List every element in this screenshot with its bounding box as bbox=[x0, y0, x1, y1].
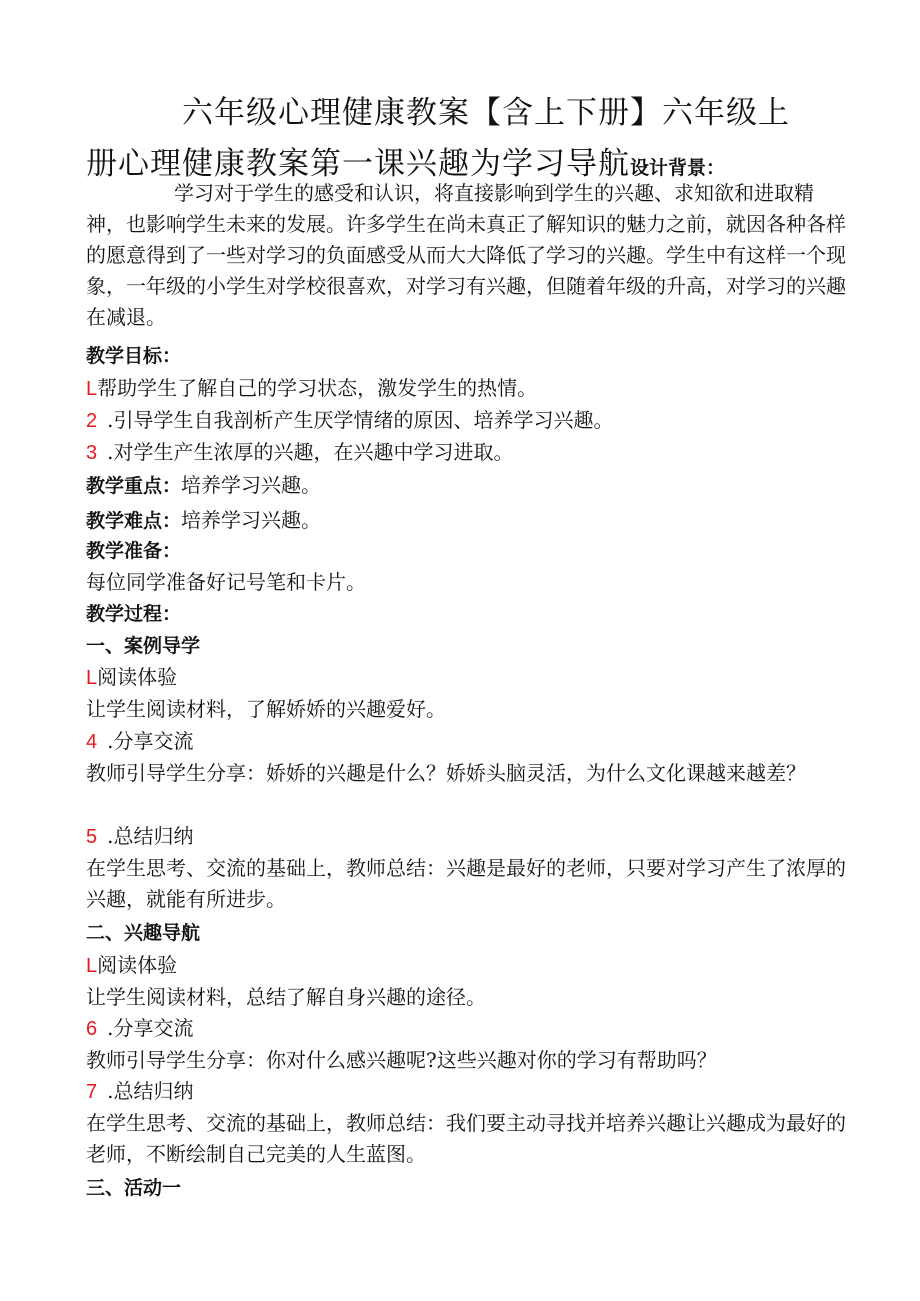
section-2-heading: 二、兴趣导航 bbox=[86, 922, 201, 944]
section-3-heading: 三、活动一 bbox=[86, 1177, 182, 1199]
step-title: .分享交流 bbox=[107, 1016, 194, 1040]
step-title: .总结归纳 bbox=[107, 1079, 194, 1103]
list-marker: 4 bbox=[86, 731, 98, 753]
goal-text: 帮助学生了解自己的学习状态，激发学生的热情。 bbox=[97, 376, 538, 400]
difficulty-text: 培养学习兴趣。 bbox=[181, 508, 322, 532]
section-1-step-1 bbox=[86, 662, 846, 694]
list-marker: L bbox=[86, 667, 98, 689]
section-1-step-3-text: 在学生思考、交流的基础上，教师总结：兴趣是最好的老师，只要对学习产生了浓厚的兴趣，就能有所进步。 bbox=[86, 856, 846, 911]
process-heading: 教学过程： bbox=[86, 603, 182, 625]
list-marker: 7 bbox=[86, 1081, 98, 1103]
section-1-heading: 一、案例导学 bbox=[86, 635, 201, 657]
difficulty-label: 教学难点： bbox=[86, 510, 182, 532]
list-marker: 5 bbox=[86, 826, 98, 848]
list-marker: L bbox=[86, 955, 98, 977]
section-2-step-3 bbox=[86, 1076, 846, 1108]
section-1-step-2 bbox=[86, 726, 846, 758]
step-title: .总结归纳 bbox=[107, 824, 194, 848]
list-marker: L bbox=[86, 378, 98, 400]
goals-heading: 教学目标： bbox=[86, 345, 182, 367]
preparation-text: 每位同学准备好记号笔和卡片。 bbox=[86, 570, 366, 594]
key-point-label: 教学重点： bbox=[86, 475, 182, 497]
background-paragraph: 学习对于学生的感受和认识，将直接影响到学生的兴趣、求知欲和进取精神，也影响学生未来的发展。许多学生在尚未真正了解知识的魅力之前，就因各种各样的愿意得到了一些对学习的负面感受从而大大降低了学习的兴趣。学生中有这样一个现象，一年级的小学生对学校很喜欢，对学习有兴趣，但随着年级的升高，对学习的兴趣在减退。 bbox=[86, 181, 846, 329]
section-2-step-3-text: 在学生思考、交流的基础上，教师总结：我们要主动寻找并培养兴趣让兴趣成为最好的老师，不断绘制自己完美的人生蓝图。 bbox=[86, 1111, 846, 1166]
difficulty bbox=[86, 505, 846, 537]
section-1-step-2-text: 教师引导学生分享：娇娇的兴趣是什么？娇娇头脑灵活，为什么文化课越来越差？ bbox=[86, 761, 806, 785]
goal-text: .对学生产生浓厚的兴趣，在兴趣中学习进取。 bbox=[107, 440, 514, 464]
section-1-step-1-text: 让学生阅读材料，了解娇娇的兴趣爱好。 bbox=[86, 697, 446, 721]
section-2-step-2-text: 教师引导学生分享：你对什么感兴趣呢?这些兴趣对你的学习有帮助吗？ bbox=[86, 1048, 717, 1072]
preparation-heading: 教学准备： bbox=[86, 540, 182, 562]
background-label: 设计背景： bbox=[630, 157, 726, 179]
section-1-step-3 bbox=[86, 821, 846, 853]
step-title: .分享交流 bbox=[107, 729, 194, 753]
section-2-step-2 bbox=[86, 1013, 846, 1045]
list-marker: 6 bbox=[86, 1018, 98, 1040]
title-line-2: 册心理健康教案第一课兴趣为学习导航 bbox=[86, 146, 630, 182]
list-marker: 2 bbox=[86, 410, 98, 432]
goal-item-2 bbox=[86, 405, 846, 437]
section-2-step-1-text: 让学生阅读材料，总结了解自身兴趣的途径。 bbox=[86, 985, 486, 1009]
list-marker: 3 bbox=[86, 442, 98, 464]
step-title: 阅读体验 bbox=[97, 953, 178, 977]
goal-text: .引导学生自我剖析产生厌学情绪的原因、培养学习兴趣。 bbox=[107, 408, 614, 432]
title-line-1: 六年级心理健康教案【含上下册】六年级上 bbox=[182, 95, 790, 131]
goal-item-1 bbox=[86, 373, 846, 405]
goal-item-3 bbox=[86, 437, 846, 469]
key-point-text: 培养学习兴趣。 bbox=[181, 473, 322, 497]
step-title: 阅读体验 bbox=[97, 665, 178, 689]
key-point bbox=[86, 470, 846, 502]
section-2-step-1 bbox=[86, 950, 846, 982]
